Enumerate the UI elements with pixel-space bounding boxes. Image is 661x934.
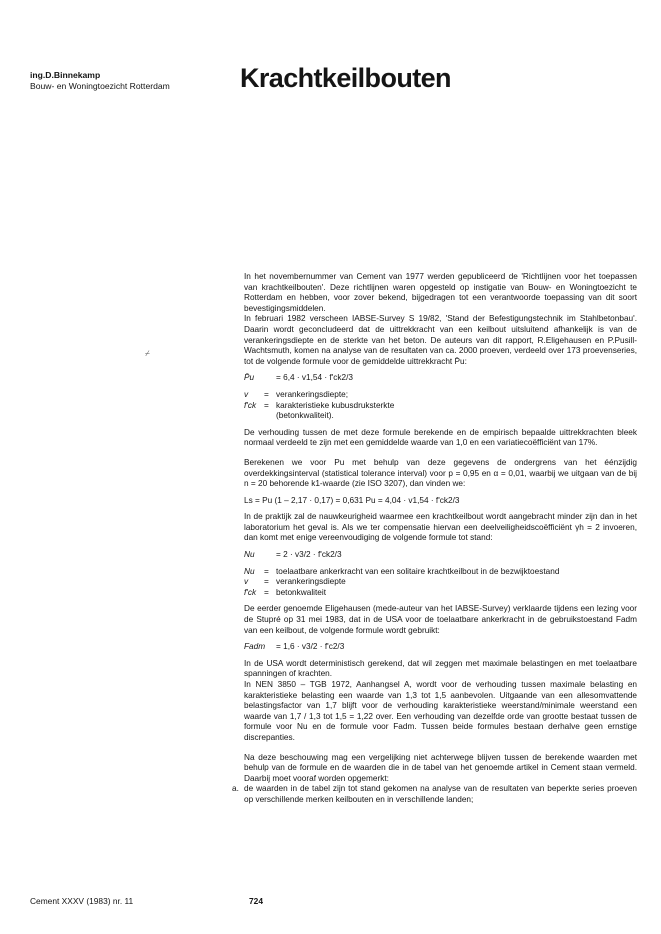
definitions-list-1 <box>244 390 637 422</box>
definition-row: Nu = toelaatbare ankerkracht van een solitaire krachtkeilbout in de bezwijktoestand <box>244 566 560 576</box>
formula-expression: = 2 · v3/2 · f'ck2/3 <box>276 550 342 560</box>
definition-row: f'ck = betonkwaliteit <box>244 587 326 597</box>
author-affiliation: Bouw- en Woningtoezicht Rotterdam <box>30 81 170 91</box>
article-body <box>232 272 637 806</box>
author-name: ing.D.Binnekamp <box>30 70 101 80</box>
footer-journal: Cement XXXV (1983) nr. 11 <box>30 896 134 906</box>
formula-symbol: Nu <box>244 550 255 560</box>
formula-expression: = 6,4 · v1,54 · f'ck2/3 <box>276 373 354 383</box>
list-marker: a. <box>232 784 239 794</box>
article-title: Krachtkeilbouten <box>240 63 451 93</box>
author-block <box>30 70 170 92</box>
paragraph-intro: In het novembernummer van Cement van 1977 werden gepubliceerd de 'Richtlijnen voor het toepassen van krachtkeilbouten'. Deze richtlijnen waren opgesteld op instigatie van Bouw- en Woningtoezicht te Rotterdam en hebben, voor zover bekend, bijgedragen tot een verantwoorde toepassing van dit soort bevestigingsmiddelen. <box>244 272 637 313</box>
definitions-list-2 <box>244 567 637 599</box>
paragraph-usa-deterministic: In de USA wordt deterministisch gerekend, dat wil zeggen met maximale belastingen en met toelaatbare spanningen of krachten. <box>244 658 637 679</box>
list-item-text: de waarden in de tabel zijn tot stand gekomen na analyse van de resultaten van beperkte series proeven op verschillende merken keilbouten en in verschillende landen; <box>244 784 637 804</box>
formula-allowable-force <box>244 550 637 561</box>
definition-row: v = verankeringsdiepte <box>244 577 346 587</box>
paragraph-iabse: In februari 1982 verscheen IABSE-Survey S 19/82, 'Stand der Befestigungstechnik im Stahlbetonbau'. Daarin wordt geconcludeerd dat de uittrekkracht van een keilbout uitsluitend afhankelijk is van de verankeringsdiepte en de sterkte van het beton. De auteurs van dit rapport, R.Eligehausen en P.Pusill-Wachtsmuth, komen na analyse van de resultaten van ca. 2000 proeven, verdeeld over 173 proevenseries, tot de volgende formule voor de gemiddelde uittrekkracht P̄u: <box>244 314 637 366</box>
definition-row: (betonkwaliteit). <box>276 411 334 421</box>
paragraph-usa-formula: De eerder genoemde Eligehausen (mede-auteur van het IABSE-Survey) verklaarde tijdens een lezing voor de Stupré op 31 mei 1983, dat in de USA voor de toelaatbare ankerkracht in de gebruikstoestand Fadm van een keilbout, de volgende formule wordt gebruikt: <box>244 604 637 635</box>
formula-lower-bound: Ls = Pu (1 – 2,17 · 0,17) = 0,631 Pu = 4,04 · v1,54 · f'ck2/3 <box>244 495 460 505</box>
paragraph-nen: In NEN 3850 – TGB 1972, Aanhangsel A, wordt voor de verhouding tussen maximale belasting en karakteristieke belasting een waarde van 1,3 tot 1,5 aanbevolen. Uitgaande van een allesomvattende belastingsfactor van 1,7 blijft voor de verhouding karakteristieke weerstand/minimale weerstand een waarde van 1,7 / 1,3 tot 1,5 = 1,22 over. Een verhouding van dezelfde orde van grootte bestaat tussen de formule voor Nu en de formule voor Fadm. Tussen beide formules bestaan derhalve geen ernstige discrepanties. <box>244 680 637 742</box>
list-item-a <box>232 784 637 805</box>
formula-symbol: P̄u <box>244 373 255 383</box>
paragraph-practice: In de praktijk zal de nauwkeurigheid waarmee een krachtkeilbout wordt aangebracht minder zijn dan in het laboratorium het geval is. Als we ter compensatie hiervan een deelveiligheidscoëfficiënt γh = 2 invoeren, dan komt met enige vereenvoudiging de volgende formule tot stand: <box>244 512 637 543</box>
paragraph-distribution: De verhouding tussen de met deze formule berekende en de empirisch bepaalde uittrekkrachten bleek normaal verdeeld te zijn met een gemiddelde waarde van 1,0 en een variatiecoëfficiënt van 17%. <box>244 427 637 448</box>
definition-row: f'ck = karakteristieke kubusdruksterkte <box>244 400 395 410</box>
definition-row: v = verankeringsdiepte; <box>244 389 349 399</box>
formula-mean-pullout <box>244 373 637 384</box>
formula-symbol: Fadm <box>244 642 266 652</box>
scan-speck: ⌿ <box>145 349 150 358</box>
paragraph-comparison: Na deze beschouwing mag een vergelijking niet achterwege blijven tussen de berekende waarden met behulp van de formule en de waarden die in de tabel van het genoemde artikel in Cement staan vermeld. Daarbij moet vooraf worden opgemerkt: <box>244 752 637 783</box>
footer-page-number: 724 <box>249 896 263 906</box>
paragraph-lower-bound: Berekenen we voor Pu met behulp van deze gegevens de ondergrens van het éénzijdig overdekkingsinterval (statistical tolerance interval) voor p = 0,95 en α = 0,01, waarbij we uitgaan van de bij n = 20 behorende k1-waarde (zie ISO 3207), dan vinden we: <box>244 457 637 489</box>
formula-expression: = 1,6 · v3/2 · f'c2/3 <box>276 642 345 652</box>
formula-admissible <box>244 642 637 653</box>
